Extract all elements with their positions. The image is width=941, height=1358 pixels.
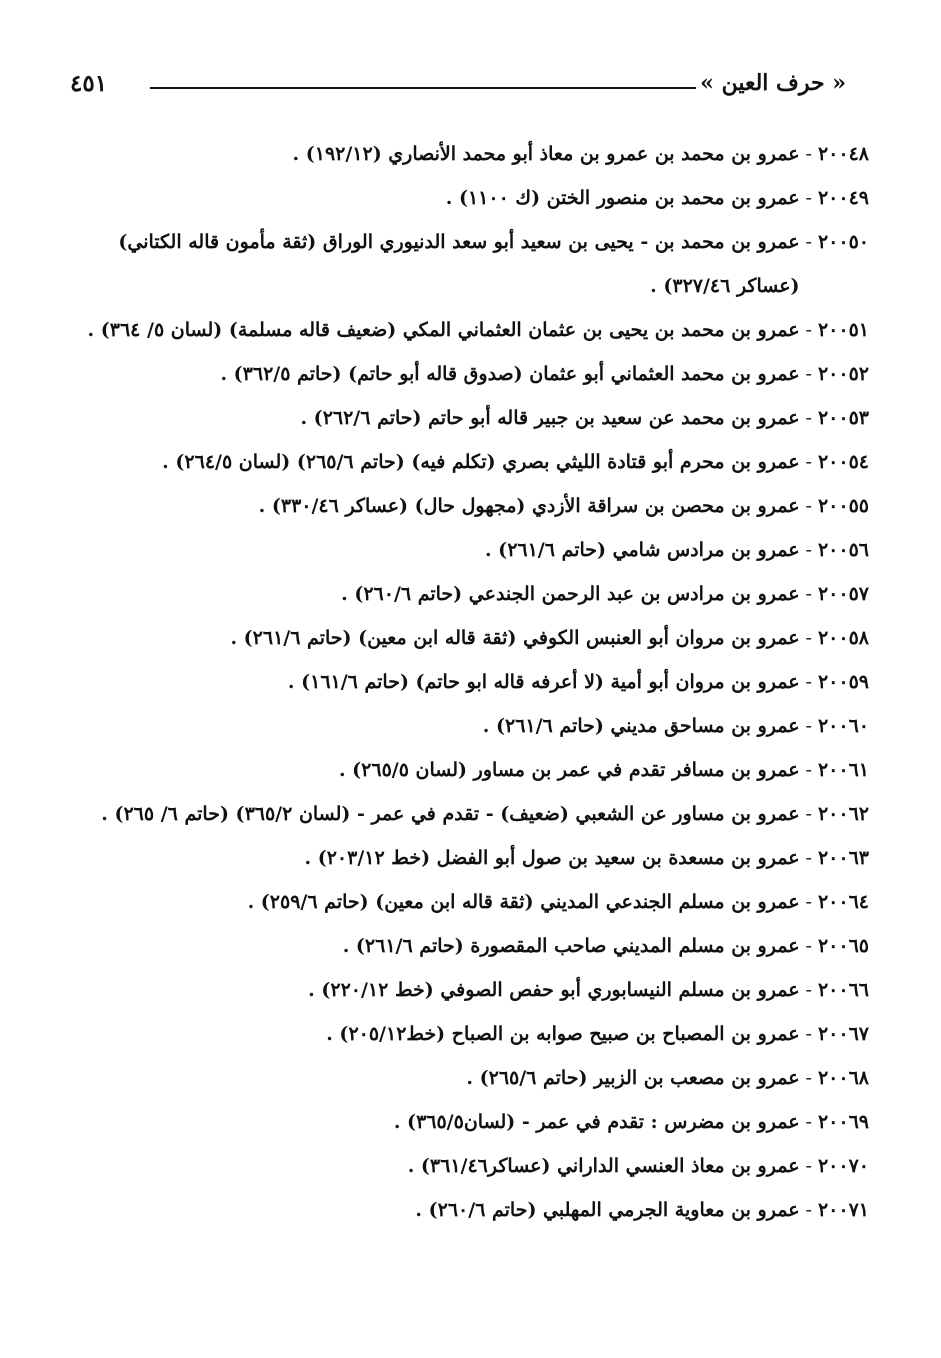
entry-separator: - <box>805 847 812 869</box>
page-number: ٤٥١ <box>70 70 108 97</box>
entry-number: ٢٠٠٧١ <box>817 1199 869 1221</box>
entry-text: عمرو بن محمد بن عمرو بن معاذ أبو محمد الأنصاري (١٩٢/١٢) . <box>292 143 800 165</box>
entry-text: عمرو بن محمد بن منصور الختن (ك ١١٠٠) . <box>445 187 800 209</box>
list-item <box>74 1144 869 1188</box>
entry-number: ٢٠٠٦٣ <box>817 847 869 869</box>
entry-text: عمرو بن مسافر تقدم في عمر بن مساور (لسان ٢٦٥/٥) . <box>338 759 800 781</box>
list-item <box>74 968 869 1012</box>
entry-text: عمرو بن مسلم الجندعي المديني (ثقة قاله ابن معين) (حاتم ٢٥٩/٦) . <box>247 891 800 913</box>
entry-number: ٢٠٠٥٢ <box>817 363 869 385</box>
entry-separator: - <box>805 1199 812 1221</box>
page-header <box>70 70 846 106</box>
list-item <box>74 352 869 396</box>
entry-separator: - <box>805 539 812 561</box>
entry-separator: - <box>805 1023 812 1045</box>
entry-text: عمرو بن محمد العثماني أبو عثمان (صدوق قاله أبو حاتم) (حاتم ٣٦٢/٥) . <box>220 363 800 385</box>
list-item <box>74 792 869 836</box>
entry-number: ٢٠٠٦٤ <box>817 891 869 913</box>
entry-separator: - <box>805 1111 812 1133</box>
entry-text: عمرو بن مسلم النيسابوري أبو حفص الصوفي (خط ٢٢٠/١٢) . <box>308 979 800 1001</box>
entry-separator: - <box>805 143 812 165</box>
entry-separator: - <box>805 715 812 737</box>
entry-number: ٢٠٠٥٦ <box>817 539 869 561</box>
list-item <box>74 176 869 220</box>
entry-separator: - <box>805 979 812 1001</box>
entry-number: ٢٠٠٦٥ <box>817 935 869 957</box>
entry-number: ٢٠٠٤٩ <box>817 187 869 209</box>
entry-text: عمرو بن مسلم المديني صاحب المقصورة (حاتم ٢٦١/٦) . <box>342 935 800 957</box>
entry-separator: - <box>805 231 812 253</box>
entry-number: ٢٠٠٦١ <box>817 759 869 781</box>
entry-number: ٢٠٠٦٦ <box>817 979 869 1001</box>
entry-text: عمرو بن مضرس : تقدم في عمر - (لسان٣٦٥/٥) . <box>393 1111 800 1133</box>
entry-separator: - <box>805 451 812 473</box>
entry-number: ٢٠٠٥٥ <box>817 495 869 517</box>
list-item <box>74 220 869 308</box>
entry-number: ٢٠٠٦٨ <box>817 1067 869 1089</box>
entry-number: ٢٠٠٦٠ <box>817 715 869 737</box>
list-item <box>74 924 869 968</box>
entry-text: عمرو بن مصعب بن الزبير (حاتم ٢٦٥/٦) . <box>466 1067 800 1089</box>
entry-text: عمرو بن مروان أبو العنبس الكوفي (ثقة قاله ابن معين) (حاتم ٢٦١/٦) . <box>230 627 800 649</box>
entry-separator: - <box>805 935 812 957</box>
entry-number: ٢٠٠٤٨ <box>817 143 869 165</box>
entry-number: ٢٠٠٥٤ <box>817 451 869 473</box>
entry-text: عمرو بن مرادس بن عبد الرحمن الجندعي (حاتم ٢٦٠/٦) . <box>341 583 800 605</box>
entry-number: ٢٠٠٦٩ <box>817 1111 869 1133</box>
list-item <box>74 440 869 484</box>
entry-text: عمرو بن معاوية الجرمي المهلبي (حاتم ٢٦٠/٦) . <box>415 1199 800 1221</box>
entry-separator: - <box>805 407 812 429</box>
entry-text: عمرو بن المصباح بن صبيح صوابه بن الصباح (خط٢٠٥/١٢) . <box>326 1023 800 1045</box>
entry-number: ٢٠٠٥١ <box>817 319 869 341</box>
entry-separator: - <box>805 1067 812 1089</box>
entry-separator: - <box>805 187 812 209</box>
entry-separator: - <box>805 319 812 341</box>
entry-separator: - <box>805 627 812 649</box>
entry-list <box>74 132 869 1232</box>
list-item <box>74 1056 869 1100</box>
entry-number: ٢٠٠٧٠ <box>817 1155 869 1177</box>
entry-separator: - <box>805 671 812 693</box>
entry-text: عمرو بن مرادس شامي (حاتم ٢٦١/٦) . <box>484 539 800 561</box>
list-item <box>74 748 869 792</box>
entry-separator: - <box>805 495 812 517</box>
entry-separator: - <box>805 1155 812 1177</box>
entry-separator: - <box>805 759 812 781</box>
entry-number: ٢٠٠٥٩ <box>817 671 869 693</box>
entry-text: عمرو بن مساحق مديني (حاتم ٢٦١/٦) . <box>482 715 800 737</box>
list-item <box>74 836 869 880</box>
list-item <box>74 880 869 924</box>
list-item <box>74 396 869 440</box>
entry-text: عمرو بن محمد بن - يحيى بن سعيد أبو سعد الدنيوري الوراق (ثقة مأمون قاله الكتاني) (عساكر ٣٢٧/٤٦) . <box>118 231 800 297</box>
entry-text: عمرو بن محرم أبو قتادة الليثي بصري (تكلم فيه) (حاتم ٢٦٥/٦) (لسان ٢٦٤/٥) . <box>162 451 800 473</box>
list-item <box>74 528 869 572</box>
entry-text: عمرو بن محصن بن سراقة الأزدي (مجهول حال) (عساكر ٣٣٠/٤٦) . <box>258 495 800 517</box>
list-item <box>74 572 869 616</box>
entry-number: ٢٠٠٥٧ <box>817 583 869 605</box>
entry-number: ٢٠٠٦٢ <box>817 803 869 825</box>
entry-number: ٢٠٠٦٧ <box>817 1023 869 1045</box>
list-item <box>74 704 869 748</box>
entry-number: ٢٠٠٥٣ <box>817 407 869 429</box>
list-item <box>74 1100 869 1144</box>
list-item <box>74 616 869 660</box>
entry-separator: - <box>805 363 812 385</box>
entry-text: عمرو بن مساور عن الشعبي (ضعيف) - تقدم في عمر - (لسان ٣٦٥/٢) (حاتم ٦/ ٢٦٥) . <box>101 803 800 825</box>
chapter-title: « حرف العين » <box>700 70 846 96</box>
entry-separator: - <box>805 583 812 605</box>
entry-number: ٢٠٠٥٨ <box>817 627 869 649</box>
entry-text: عمرو بن مسعدة بن سعيد بن صول أبو الفضل (خط ٢٠٣/١٢) . <box>304 847 800 869</box>
entry-text: عمرو بن معاذ العنسي الداراني (عساكر٣٦١/٤٦) . <box>407 1155 800 1177</box>
entry-text: عمرو بن محمد عن سعيد بن جبير قاله أبو حاتم (حاتم ٢٦٢/٦) . <box>300 407 800 429</box>
list-item <box>74 1188 869 1232</box>
entry-separator: - <box>805 803 812 825</box>
list-item <box>74 132 869 176</box>
entry-separator: - <box>805 891 812 913</box>
list-item <box>74 484 869 528</box>
list-item <box>74 660 869 704</box>
list-item <box>74 308 869 352</box>
header-rule <box>150 87 696 89</box>
entry-number: ٢٠٠٥٠ <box>817 231 869 253</box>
entry-text: عمرو بن مروان أبو أمية (لا أعرفه قاله ابو حاتم) (حاتم ١٦١/٦) . <box>287 671 800 693</box>
entry-text: عمرو بن محمد بن يحيى بن عثمان العثماني المكي (ضعيف قاله مسلمة) (لسان ٥/ ٣٦٤) . <box>87 319 800 341</box>
list-item <box>74 1012 869 1056</box>
